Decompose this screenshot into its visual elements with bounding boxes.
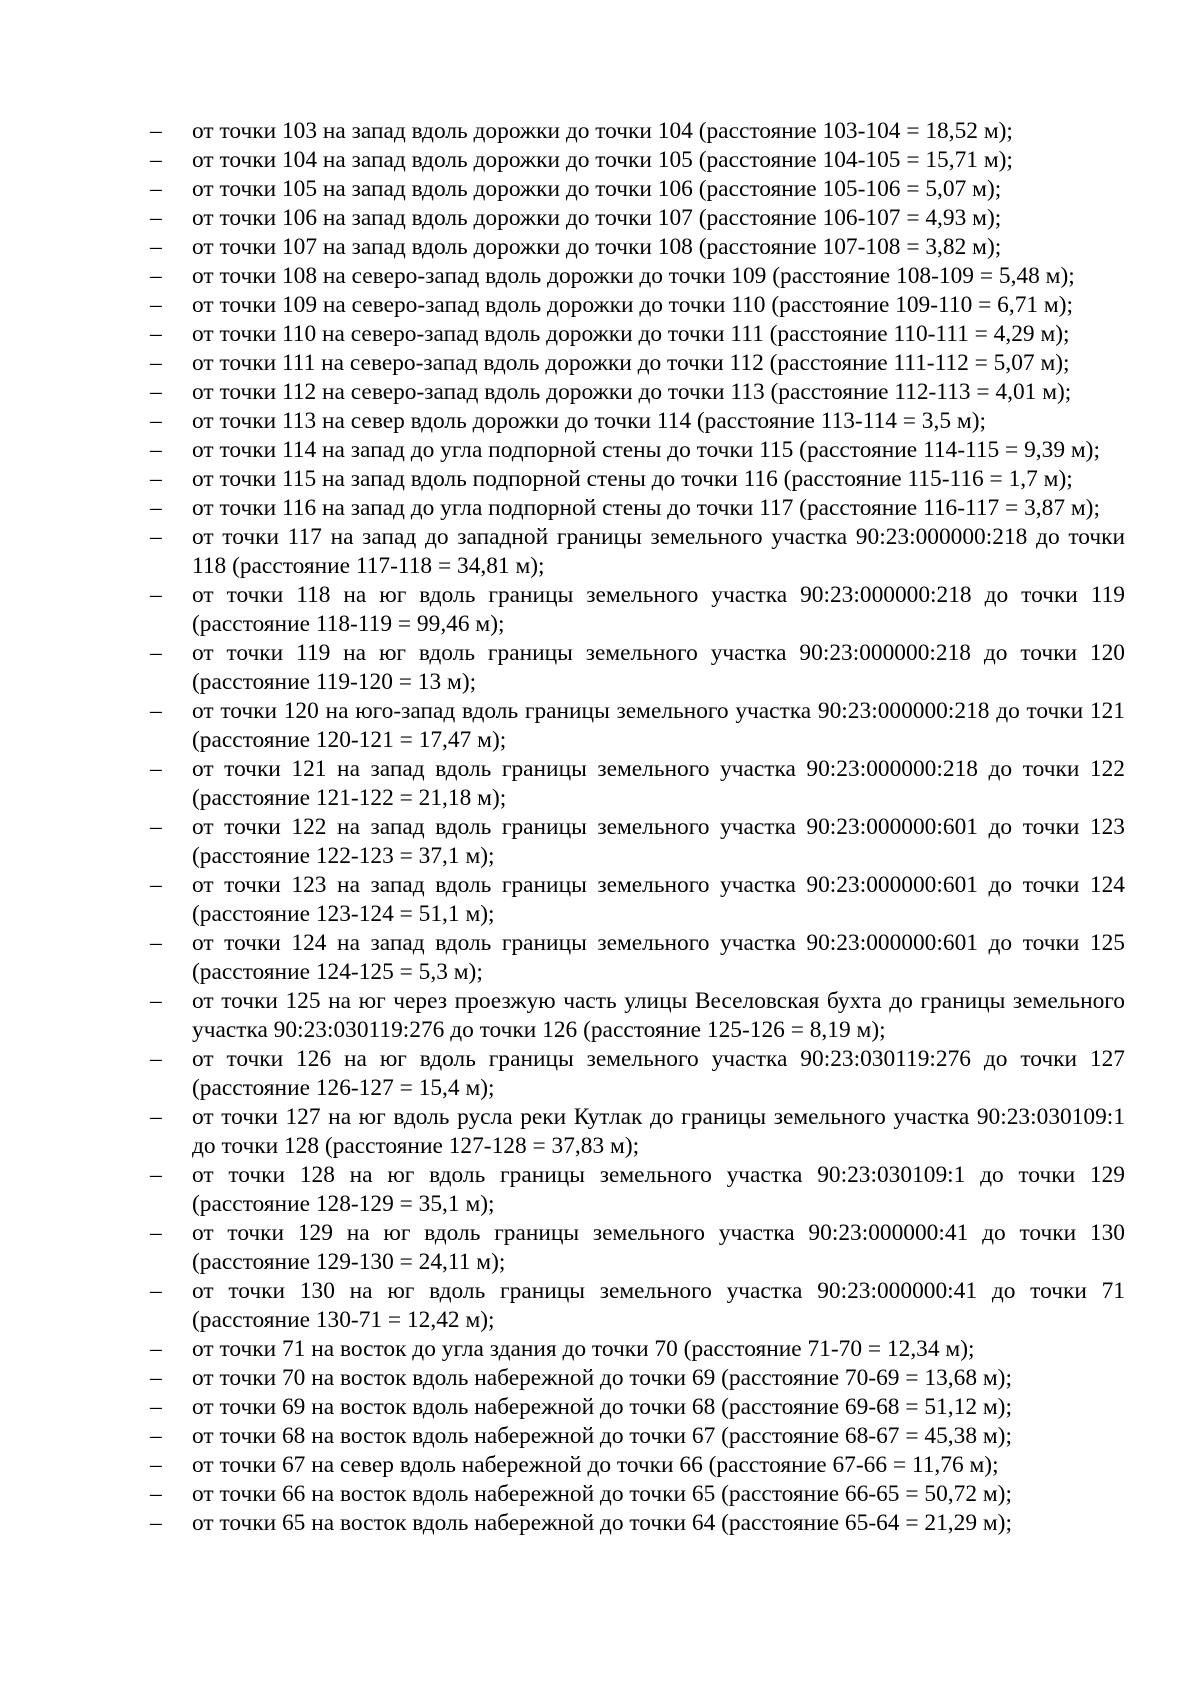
list-item-text: от точки 109 на северо-запад вдоль дорожки до точки 110 (расстояние 109-110 = 6,71 м); (192, 292, 1074, 318)
list-item-text: от точки 126 на юг вдоль границы земельного участка 90:23:030119:276 до точки 127 (расстояние 126-127 = 15,4 м); (192, 1046, 1125, 1101)
list-dash: – (150, 176, 162, 202)
list-item-text: от точки 70 на восток вдоль набережной до точки 69 (расстояние 70-69 = 13,68 м); (192, 1365, 1012, 1391)
list-dash: – (150, 756, 162, 782)
list-dash: – (150, 437, 162, 463)
list-item-text: от точки 71 на восток до угла здания до точки 70 (расстояние 71-70 = 12,34 м); (192, 1336, 975, 1362)
list-item (150, 1393, 1125, 1422)
list-item (150, 494, 1125, 523)
list-dash: – (150, 234, 162, 260)
list-item (150, 204, 1125, 233)
list-item (150, 987, 1125, 1045)
list-item (150, 117, 1125, 146)
list-item (150, 1277, 1125, 1335)
list-item (150, 349, 1125, 378)
list-item-text: от точки 65 на восток вдоль набережной до точки 64 (расстояние 65-64 = 21,29 м); (192, 1510, 1012, 1536)
list-item (150, 320, 1125, 349)
list-item (150, 1451, 1125, 1480)
list-item-text: от точки 112 на северо-запад вдоль дорожки до точки 113 (расстояние 112-113 = 4,01 м); (192, 379, 1072, 405)
list-item-text: от точки 117 на запад до западной границы земельного участка 90:23:000000:218 до точки 118 (расстояние 117-118 = 34,81 м); (192, 524, 1125, 579)
list-item-text: от точки 106 на запад вдоль дорожки до точки 107 (расстояние 106-107 = 4,93 м); (192, 205, 1002, 231)
list-item-text: от точки 68 на восток вдоль набережной до точки 67 (расстояние 68-67 = 45,38 м); (192, 1423, 1012, 1449)
list-item (150, 1103, 1125, 1161)
list-dash: – (150, 118, 162, 144)
list-item (150, 523, 1125, 581)
list-item-text: от точки 128 на юг вдоль границы земельного участка 90:23:030109:1 до точки 129 (расстояние 128-129 = 35,1 м); (192, 1162, 1125, 1217)
list-item-text: от точки 115 на запад вдоль подпорной стены до точки 116 (расстояние 115-116 = 1,7 м); (192, 466, 1073, 492)
list-item-text: от точки 130 на юг вдоль границы земельного участка 90:23:000000:41 до точки 71 (расстояние 130-71 = 12,42 м); (192, 1278, 1125, 1333)
list-dash: – (150, 698, 162, 724)
list-dash: – (150, 814, 162, 840)
list-dash: – (150, 1162, 162, 1188)
list-dash: – (150, 263, 162, 289)
list-dash: – (150, 1278, 162, 1304)
list-item-text: от точки 116 на запад до угла подпорной стены до точки 117 (расстояние 116-117 = 3,87 м); (192, 495, 1100, 521)
list-dash: – (150, 495, 162, 521)
list-item (150, 697, 1125, 755)
list-item-text: от точки 107 на запад вдоль дорожки до точки 108 (расстояние 107-108 = 3,82 м); (192, 234, 1002, 260)
list-item (150, 465, 1125, 494)
list-item-text: от точки 103 на запад вдоль дорожки до точки 104 (расстояние 103-104 = 18,52 м); (192, 118, 1013, 144)
list-item-text: от точки 125 на юг через проезжую часть улицы Веселовская бухта до границы земельного участка 90:23:030119:276 до точки 126 (расстояние 125-126 = 8,19 м); (192, 988, 1125, 1043)
list-dash: – (150, 321, 162, 347)
list-item-text: от точки 66 на восток вдоль набережной до точки 65 (расстояние 66-65 = 50,72 м); (192, 1481, 1012, 1507)
list-item (150, 1422, 1125, 1451)
list-dash: – (150, 524, 162, 550)
list-item (150, 146, 1125, 175)
list-dash: – (150, 1220, 162, 1246)
list-item (150, 581, 1125, 639)
list-dash: – (150, 1046, 162, 1072)
list-dash: – (150, 408, 162, 434)
list-item-text: от точки 121 на запад вдоль границы земельного участка 90:23:000000:218 до точки 122 (расстояние 121-122 = 21,18 м); (192, 756, 1125, 811)
list-dash: – (150, 292, 162, 318)
list-item-text: от точки 119 на юг вдоль границы земельного участка 90:23:000000:218 до точки 120 (расстояние 119-120 = 13 м); (192, 640, 1125, 695)
list-item (150, 1509, 1125, 1538)
list-item (150, 378, 1125, 407)
list-dash: – (150, 1394, 162, 1420)
list-item (150, 1161, 1125, 1219)
list-item-text: от точки 124 на запад вдоль границы земельного участка 90:23:000000:601 до точки 125 (расстояние 124-125 = 5,3 м); (192, 930, 1125, 985)
list-dash: – (150, 147, 162, 173)
list-dash: – (150, 988, 162, 1014)
list-dash: – (150, 1365, 162, 1391)
list-item-text: от точки 108 на северо-запад вдоль дорожки до точки 109 (расстояние 108-109 = 5,48 м); (192, 263, 1075, 289)
list-item (150, 291, 1125, 320)
list-dash: – (150, 1336, 162, 1362)
list-item-text: от точки 105 на запад вдоль дорожки до точки 106 (расстояние 105-106 = 5,07 м); (192, 176, 1002, 202)
list-dash: – (150, 1452, 162, 1478)
list-item-text: от точки 127 на юг вдоль русла реки Кутлак до границы земельного участка 90:23:030109:1 до точки 128 (расстояние 127-128 = 37,83 м); (192, 1104, 1125, 1159)
list-item-text: от точки 104 на запад вдоль дорожки до точки 105 (расстояние 104-105 = 15,71 м); (192, 147, 1013, 173)
list-item (150, 1219, 1125, 1277)
list-item (150, 929, 1125, 987)
list-dash: – (150, 582, 162, 608)
list-item-text: от точки 113 на север вдоль дорожки до точки 114 (расстояние 113-114 = 3,5 м); (192, 408, 986, 434)
list-item (150, 1480, 1125, 1509)
list-item-text: от точки 123 на запад вдоль границы земельного участка 90:23:000000:601 до точки 124 (расстояние 123-124 = 51,1 м); (192, 872, 1125, 927)
list-item (150, 1364, 1125, 1393)
list-item (150, 639, 1125, 697)
list-dash: – (150, 350, 162, 376)
list-item-text: от точки 67 на север вдоль набережной до точки 66 (расстояние 67-66 = 11,76 м); (192, 1452, 999, 1478)
list-item (150, 436, 1125, 465)
list-dash: – (150, 1104, 162, 1130)
list-item (150, 813, 1125, 871)
list-item (150, 755, 1125, 813)
list-item (150, 1335, 1125, 1364)
list-item-text: от точки 69 на восток вдоль набережной до точки 68 (расстояние 69-68 = 51,12 м); (192, 1394, 1012, 1420)
list-dash: – (150, 466, 162, 492)
list-dash: – (150, 1423, 162, 1449)
list-dash: – (150, 930, 162, 956)
list-item-text: от точки 122 на запад вдоль границы земельного участка 90:23:000000:601 до точки 123 (расстояние 122-123 = 37,1 м); (192, 814, 1125, 869)
list-item (150, 262, 1125, 291)
list-item-text: от точки 114 на запад до угла подпорной стены до точки 115 (расстояние 114-115 = 9,39 м); (192, 437, 1100, 463)
list-item (150, 233, 1125, 262)
list-item-text: от точки 111 на северо-запад вдоль дорожки до точки 112 (расстояние 111-112 = 5,07 м); (192, 350, 1070, 376)
list-dash: – (150, 205, 162, 231)
list-item (150, 175, 1125, 204)
list-dash: – (150, 1510, 162, 1536)
list-item-text: от точки 110 на северо-запад вдоль дорожки до точки 111 (расстояние 110-111 = 4,29 м); (192, 321, 1070, 347)
list-item-text: от точки 129 на юг вдоль границы земельного участка 90:23:000000:41 до точки 130 (расстояние 129-130 = 24,11 м); (192, 1220, 1125, 1275)
list-dash: – (150, 872, 162, 898)
list-item (150, 407, 1125, 436)
list-dash: – (150, 1481, 162, 1507)
document-page (150, 117, 1125, 1538)
list-item (150, 871, 1125, 929)
list-item-text: от точки 120 на юго-запад вдоль границы земельного участка 90:23:000000:218 до точки 121 (расстояние 120-121 = 17,47 м); (192, 698, 1125, 753)
list-item (150, 1045, 1125, 1103)
list-item-text: от точки 118 на юг вдоль границы земельного участка 90:23:000000:218 до точки 119 (расстояние 118-119 = 99,46 м); (192, 582, 1125, 637)
list-dash: – (150, 640, 162, 666)
list-dash: – (150, 379, 162, 405)
